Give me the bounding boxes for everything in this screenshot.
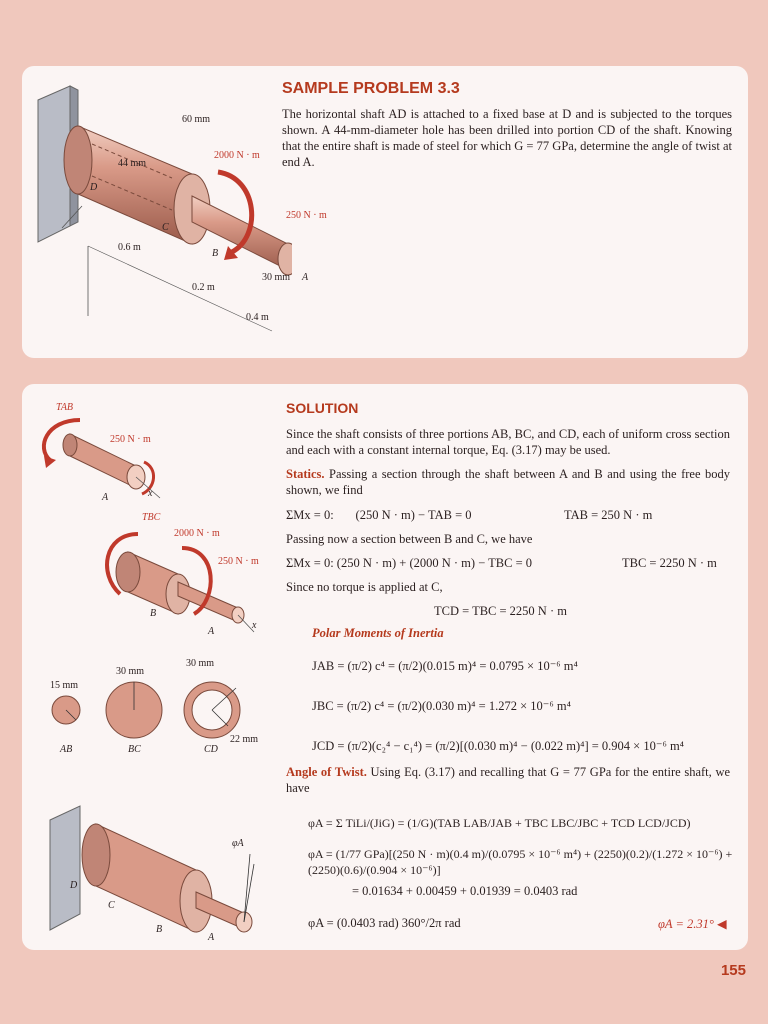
eq-moment-ab: ΣMx = 0: (250 N · m) − TAB = 0	[286, 508, 472, 522]
label-phiA-fig: φA	[232, 838, 244, 849]
label-A: A	[302, 272, 309, 283]
eq-phi-numeric: φA = (1/77 GPa)[(250 N · m)(0.4 m)/(0.0795 × 10⁻⁶ m⁴) + (2250)(0.2)/(1.272 × 10⁻⁶) + (2250)(0.6)/(0.904 × 10⁻⁶)]	[308, 847, 733, 877]
label-15mm: 15 mm	[50, 680, 79, 691]
page-number: 155	[720, 962, 746, 979]
label-C-fig3: C	[108, 900, 115, 911]
problem-title: SAMPLE PROBLEM 3.3	[282, 80, 460, 97]
label-tab: TAB	[56, 402, 74, 413]
eq-phi-general: φA = Σ TiLi/(JiG) = (1/G)(TAB LAB/JAB + TBC LBC/JBC + TCD LCD/JCD)	[308, 816, 691, 830]
label-AB: AB	[60, 744, 73, 755]
label-30mm: 30 mm	[262, 272, 291, 283]
eq-phi-deg: φA = (0.0403 rad) 360°/2π rad	[308, 916, 461, 930]
twist-shaft-figure	[36, 794, 256, 944]
shaft-figure	[22, 66, 292, 336]
label-D-fig3: D	[70, 880, 78, 891]
twist-text: Using Eq. (3.17) and recalling that G = 77 GPa for the entire shaft, we have	[286, 765, 731, 795]
eq-jcd: JCD = (π/2)(c₂⁴ − c₁⁴) = (π/2)[(0.030 m)⁴ − (0.022 m)⁴] = 0.904 × 10⁻⁶ m⁴	[312, 739, 685, 753]
answer-marker-icon: ◀	[717, 917, 727, 931]
statics-text: Passing a section through the shaft between A and B and using the free body shown, we find	[286, 467, 731, 497]
eq-jbc: JBC = (π/2) c⁴ = (π/2)(0.030 m)⁴ = 1.272 × 10⁻⁶ m⁴	[312, 699, 571, 713]
eq-phi-sum: = 0.01634 + 0.00459 + 0.01939 = 0.0403 rad	[352, 884, 578, 898]
eq-moment-ab-result: TAB = 250 N · m	[564, 508, 653, 522]
passing-text: Passing now a section between B and C, we have	[286, 532, 533, 546]
label-02m: 0.2 m	[192, 282, 215, 293]
label-250-torque: 250 N · m	[286, 210, 327, 221]
eq-moment-bc-result: TBC = 2250 N · m	[622, 556, 717, 570]
answer-value: φA = 2.31°	[658, 917, 714, 931]
problem-panel	[22, 66, 748, 358]
eq-jab: JAB = (π/2) c⁴ = (π/2)(0.015 m)⁴ = 0.0795 × 10⁻⁶ m⁴	[312, 659, 578, 673]
label-44mm: 44 mm	[118, 158, 147, 169]
label-2000-torque-2: 2000 N · m	[174, 528, 220, 539]
free-body-ab-figure	[36, 408, 166, 508]
eq-moment-bc: ΣMx = 0: (250 N · m) + (2000 N · m) − TBC = 0	[286, 556, 532, 570]
label-x-fb2: x	[252, 620, 257, 631]
label-x-fb1: x	[148, 488, 153, 499]
statics-heading: Statics.	[286, 467, 325, 481]
answer	[658, 916, 727, 932]
solution-panel	[22, 384, 748, 950]
solution-title: SOLUTION	[286, 400, 359, 416]
label-BC: BC	[128, 744, 141, 755]
label-tbc: TBC	[142, 512, 161, 523]
label-60mm: 60 mm	[182, 114, 211, 125]
label-B-fb2: B	[150, 608, 157, 619]
label-C: C	[162, 222, 169, 233]
free-body-bc-figure	[98, 524, 258, 634]
since-text: Since no torque is applied at C,	[286, 580, 443, 594]
twist-paragraph	[286, 764, 730, 796]
polar-moments-heading: Polar Moments of Inertia	[312, 626, 444, 640]
label-250-torque-2: 250 N · m	[110, 434, 151, 445]
statics-paragraph	[286, 466, 730, 498]
label-D: D	[90, 182, 98, 193]
solution-intro: Since the shaft consists of three portions AB, BC, and CD, each of uniform cross section and each with a constant internal torque, Eq. (3.17) may be used.	[286, 427, 730, 457]
twist-heading: Angle of Twist.	[286, 765, 367, 779]
eq-tcd: TCD = TBC = 2250 N · m	[434, 604, 567, 618]
label-250-torque-3: 250 N · m	[218, 556, 259, 567]
label-2000-torque: 2000 N · m	[214, 150, 260, 161]
label-A-fb2: A	[208, 626, 215, 637]
label-06m: 0.6 m	[118, 242, 141, 253]
label-B: B	[212, 248, 219, 259]
label-A-fb1: A	[102, 492, 109, 503]
label-B-fig3: B	[156, 924, 163, 935]
label-A-fig3: A	[208, 932, 215, 943]
label-04m: 0.4 m	[246, 312, 269, 323]
problem-text: The horizontal shaft AD is attached to a fixed base at D and is subjected to the torques shown. A 44-mm-diameter hole has been drilled into portion CD of the shaft. Knowing that the entire shaft is made of steel for which G = 77 GPa, determine the angle of twist at end A.	[282, 107, 732, 169]
label-30mm-bc: 30 mm	[116, 666, 145, 677]
label-30mm-cd: 30 mm	[186, 658, 215, 669]
label-CD: CD	[204, 744, 218, 755]
label-22mm: 22 mm	[230, 734, 259, 745]
